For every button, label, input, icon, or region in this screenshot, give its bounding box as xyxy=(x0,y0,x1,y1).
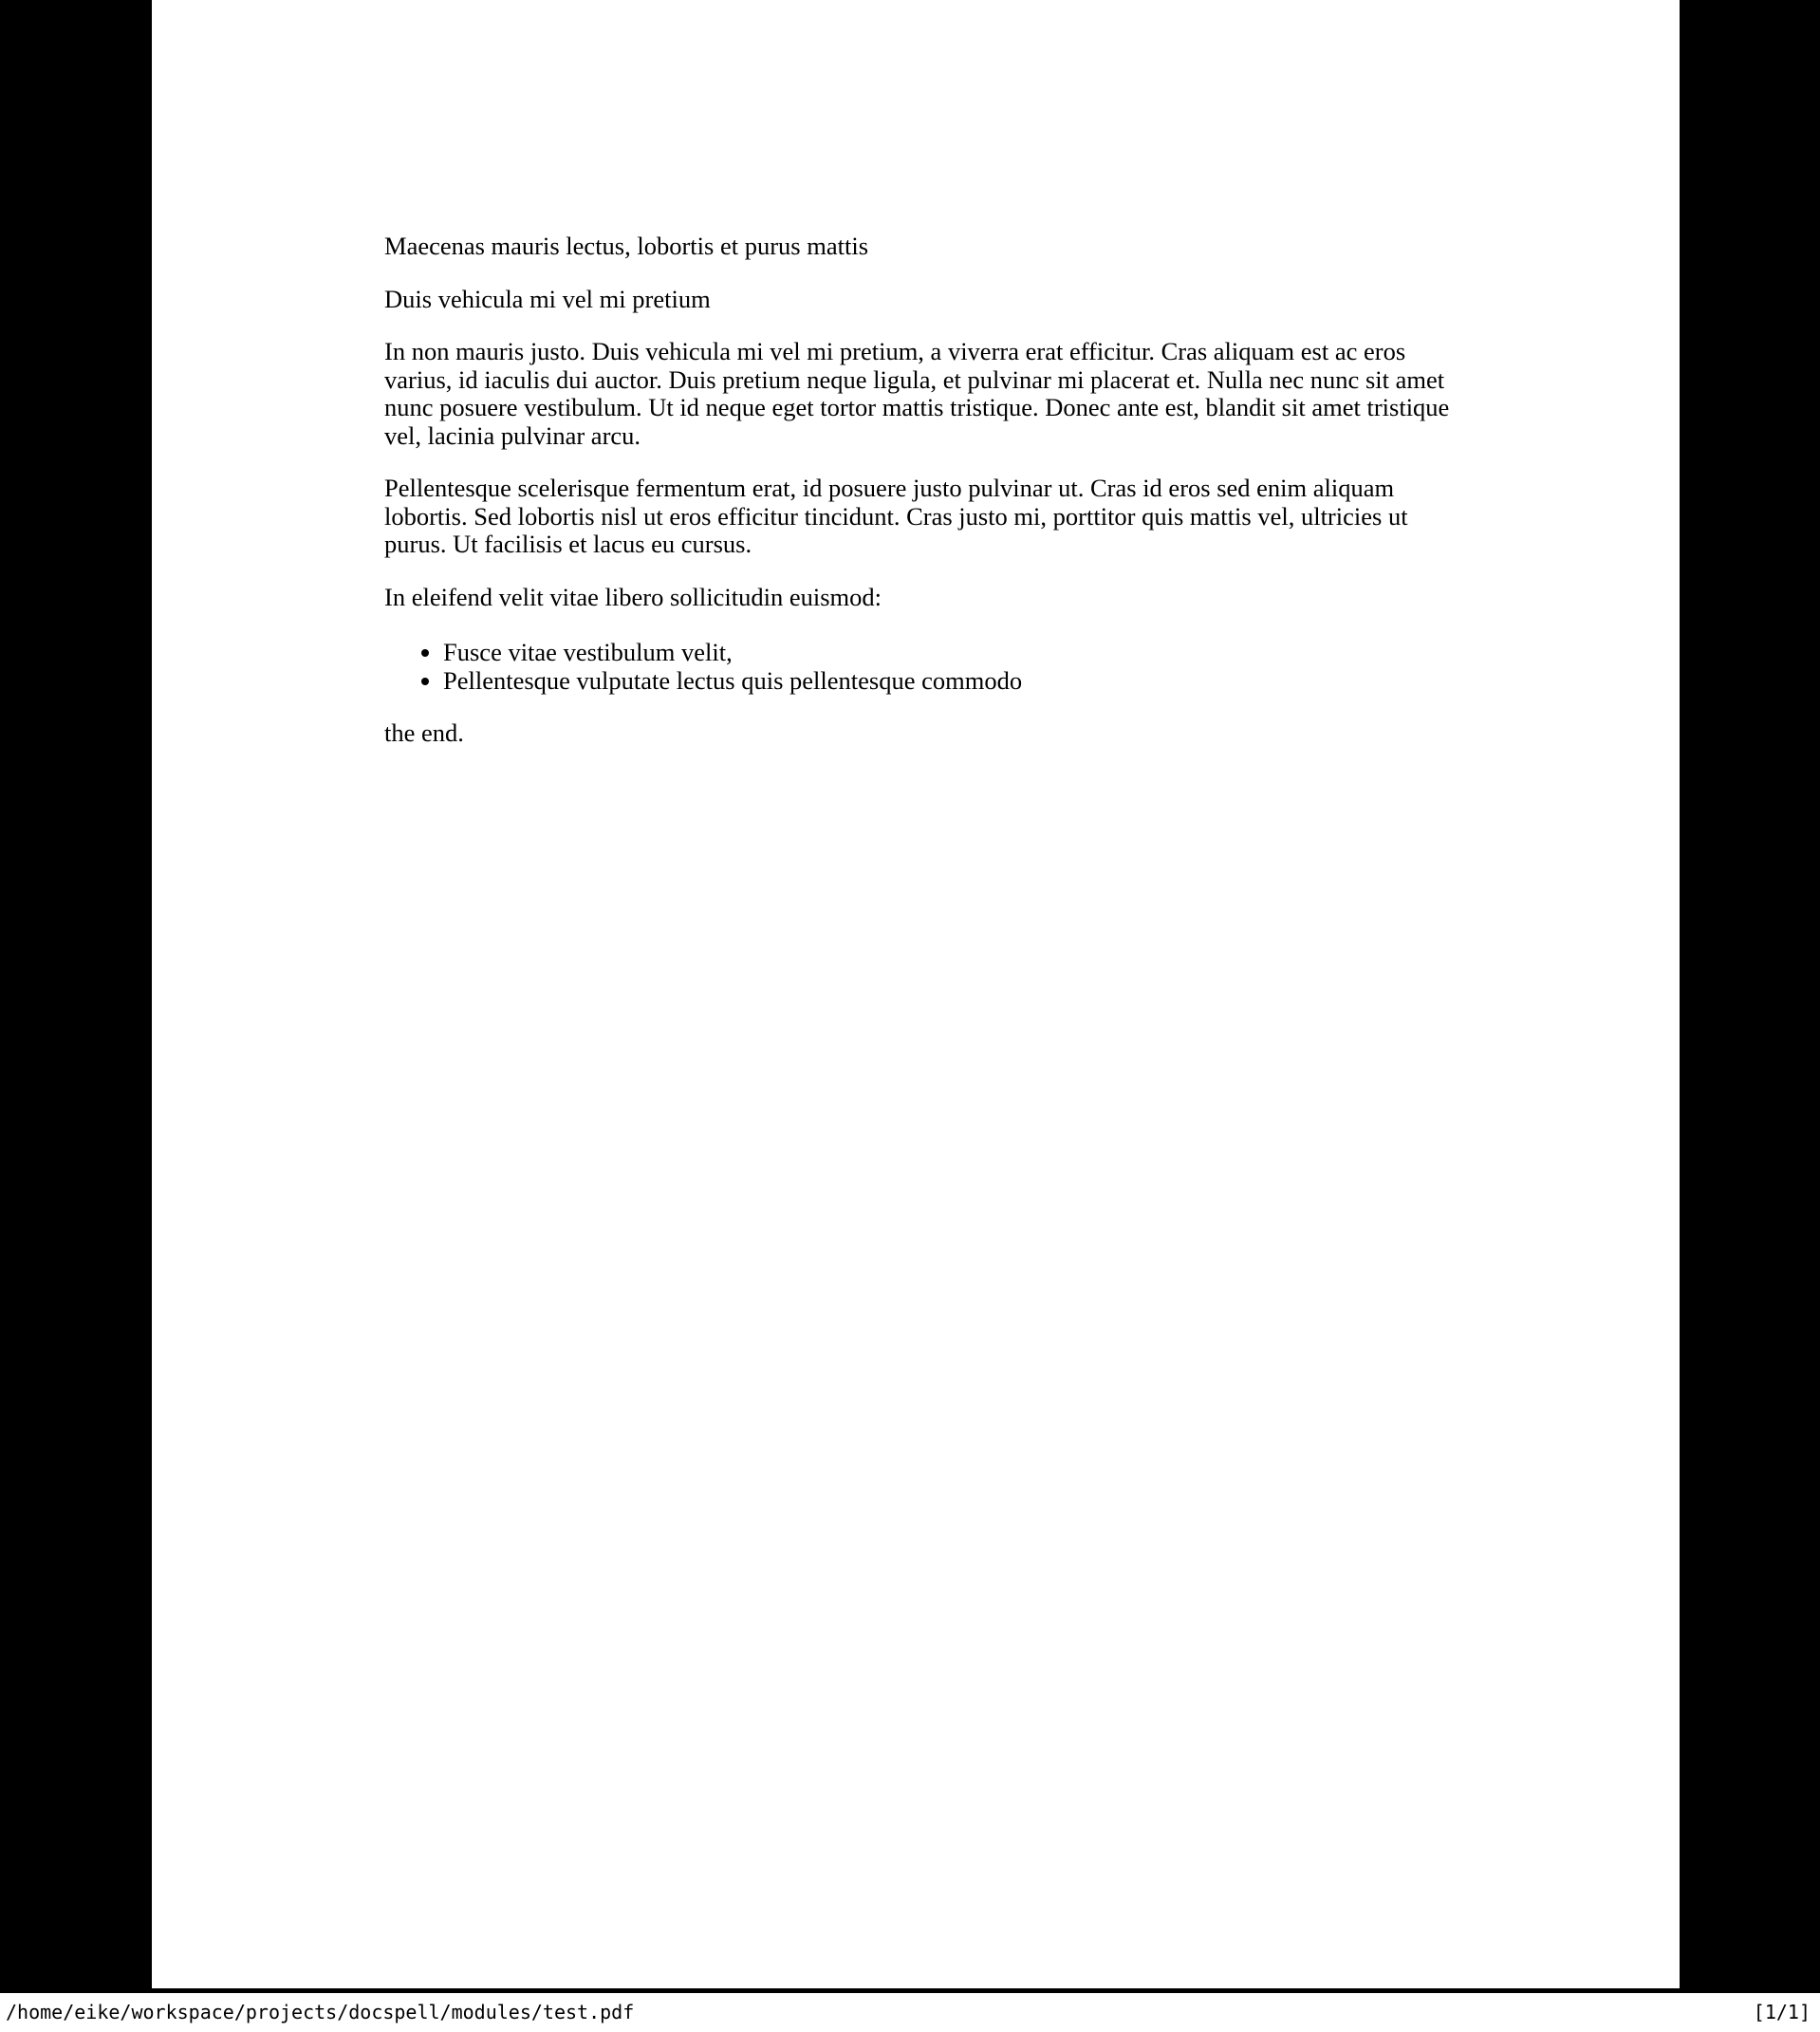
paragraph-list-intro: In eleifend velit vitae libero sollicitudin euismod: xyxy=(384,582,882,611)
paragraph-heading-line-1: Maecenas mauris lectus, lobortis et purus mattis xyxy=(384,232,869,260)
paragraph-heading-line-2: Duis vehicula mi vel mi pretium xyxy=(384,284,711,313)
bullet-list xyxy=(384,638,1457,695)
paragraph-body-1: In non mauris justo. Duis vehicula mi vel mi pretium, a viverra erat efficitur. Cras aliquam est ac eros varius, id iaculis dui auctor. Duis pretium neque ligula, et pulvinar mi placerat et. Nulla nec nunc sit amet nunc posuere vestibulum. Ut id neque eget tortor mattis tristique. Donec ante est, blandit sit amet tristique vel, lacinia pulvinar arcu. xyxy=(384,337,1450,450)
status-bar xyxy=(0,1993,1820,2032)
document-body xyxy=(384,233,1457,773)
paragraph-body-2: Pellentesque scelerisque fermentum erat, id posuere justo pulvinar ut. Cras id eros sed enim aliquam lobortis. Sed lobortis nisl ut eros efficitur tincidunt. Cras justo mi, porttitor quis mattis vel, ultricies ut purus. Ut facilisis et lacus eu cursus. xyxy=(384,474,1408,558)
status-page-indicator: [1/1] xyxy=(1753,2001,1811,2023)
list-item: • Pellentesque vulputate lectus quis pellentesque commodo xyxy=(443,666,1457,695)
pdf-page xyxy=(152,0,1680,1988)
list-item: • Fusce vitae vestibulum velit, xyxy=(443,638,1457,666)
paragraph-closing: the end. xyxy=(384,718,464,747)
status-file-path: /home/eike/workspace/projects/docspell/modules/test.pdf xyxy=(6,2001,635,2023)
